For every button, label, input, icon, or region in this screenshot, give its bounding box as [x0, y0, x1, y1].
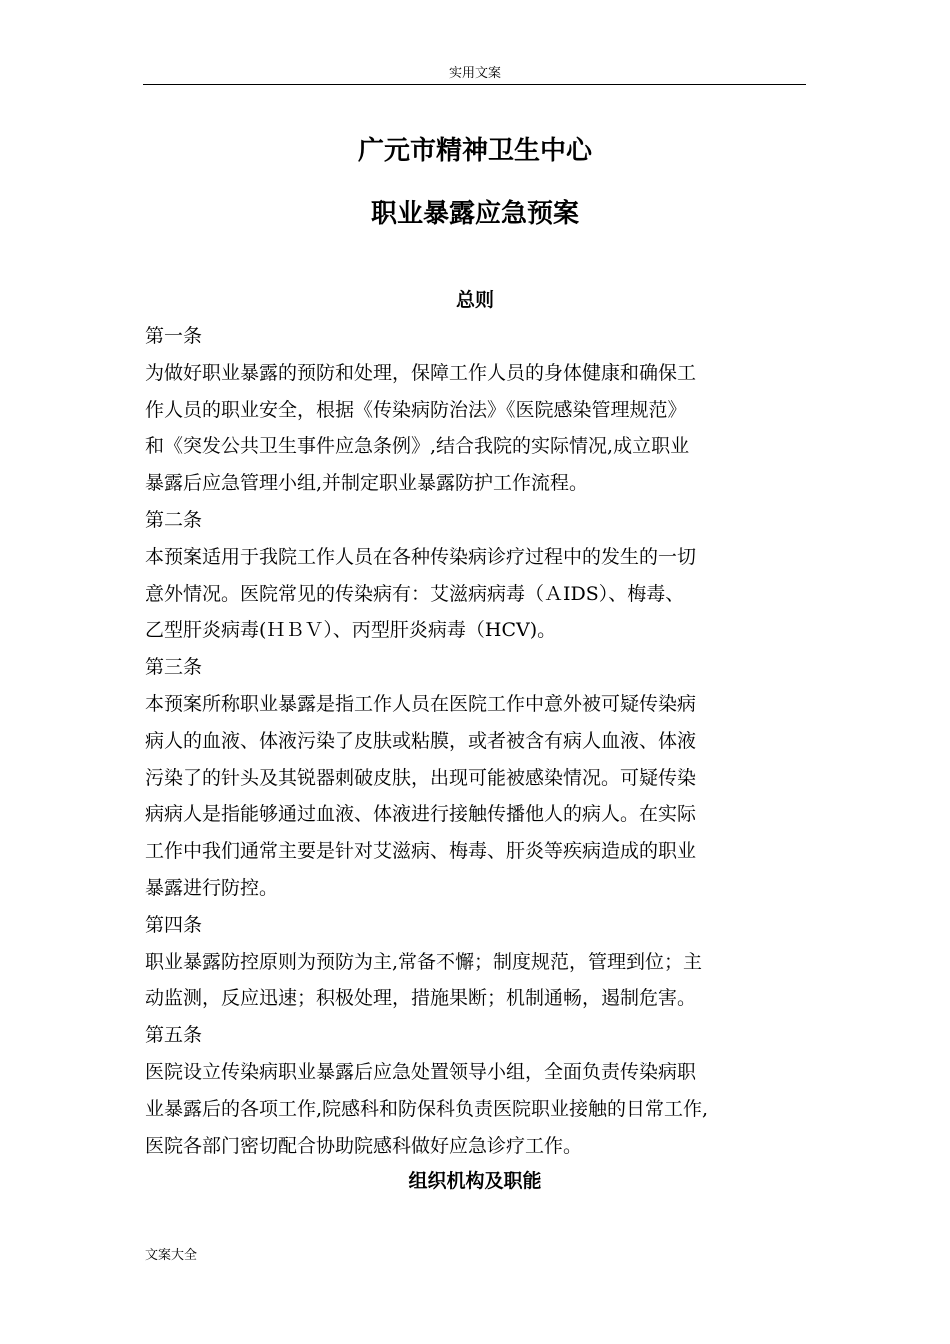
article-label: 第五条 — [145, 1024, 203, 1047]
article-text-line: 医院各部门密切配合协助院感科做好应急诊疗工作。 — [145, 1134, 583, 1157]
article-text-line: 暴露进行防控。 — [145, 876, 279, 899]
article-text-line: 病人的血液、体液污染了皮肤或粘膜，或者被含有病人血液、体液 — [145, 729, 697, 752]
article-text-line: 职业暴露防控原则为预防为主,常备不懈；制度规范，管理到位；主 — [145, 950, 703, 973]
article-label: 第二条 — [145, 508, 203, 531]
article-text-line: 作人员的职业安全，根据《传染病防治法》《医院感染管理规范》 — [145, 398, 687, 421]
article-text-line: 污染了的针头及其锐器刺破皮肤，出现可能被感染情况。可疑传染 — [145, 766, 697, 789]
article-text-line: 本预案所称职业暴露是指工作人员在医院工作中意外被可疑传染病 — [145, 692, 697, 715]
article-text-line: 医院设立传染病职业暴露后应急处置领导小组，全面负责传染病职 — [145, 1060, 697, 1083]
document-subtitle: 职业暴露应急预案 — [370, 199, 579, 229]
article-text-line: 动监测，反应迅速；积极处理，措施果断；机制通畅，遏制危害。 — [145, 987, 697, 1010]
article-text-line: 乙型肝炎病毒(ＨＢＶ）、丙型肝炎病毒（HCV)。 — [145, 619, 557, 642]
article-text-line: 为做好职业暴露的预防和处理，保障工作人员的身体健康和确保工 — [145, 361, 697, 384]
section-heading-general: 总则 — [455, 289, 494, 311]
article-label: 第一条 — [145, 325, 203, 347]
page-footer: 文案大全 — [145, 1248, 198, 1263]
article-text-line: 本预案适用于我院工作人员在各种传染病诊疗过程中的发生的一切 — [145, 545, 697, 568]
header-divider — [143, 84, 806, 85]
article-text-line: 暴露后应急管理小组,并制定职业暴露防护工作流程。 — [145, 472, 589, 495]
document-title: 广元市精神卫生中心 — [357, 136, 592, 166]
article-text-line: 业暴露后的各项工作,院感科和防保科负责医院职业接触的日常工作, — [145, 1097, 709, 1120]
article-text-line: 病病人是指能够通过血液、体液进行接触传播他人的病人。在实际 — [145, 803, 697, 826]
section-heading-organization: 组织机构及职能 — [408, 1170, 542, 1192]
article-text-line: 和《突发公共卫生事件应急条例》,结合我院的实际情况,成立职业 — [145, 435, 690, 458]
page-header: 实用文案 — [448, 66, 501, 81]
article-label: 第三条 — [145, 656, 203, 679]
article-text-line: 工作中我们通常主要是针对艾滋病、梅毒、肝炎等疾病造成的职业 — [145, 840, 697, 863]
document-body — [145, 318, 809, 1164]
article-text-line: 意外情况。医院常见的传染病有：艾滋病病毒（ＡIDS）、梅毒、 — [145, 582, 685, 605]
article-label: 第四条 — [145, 913, 203, 936]
